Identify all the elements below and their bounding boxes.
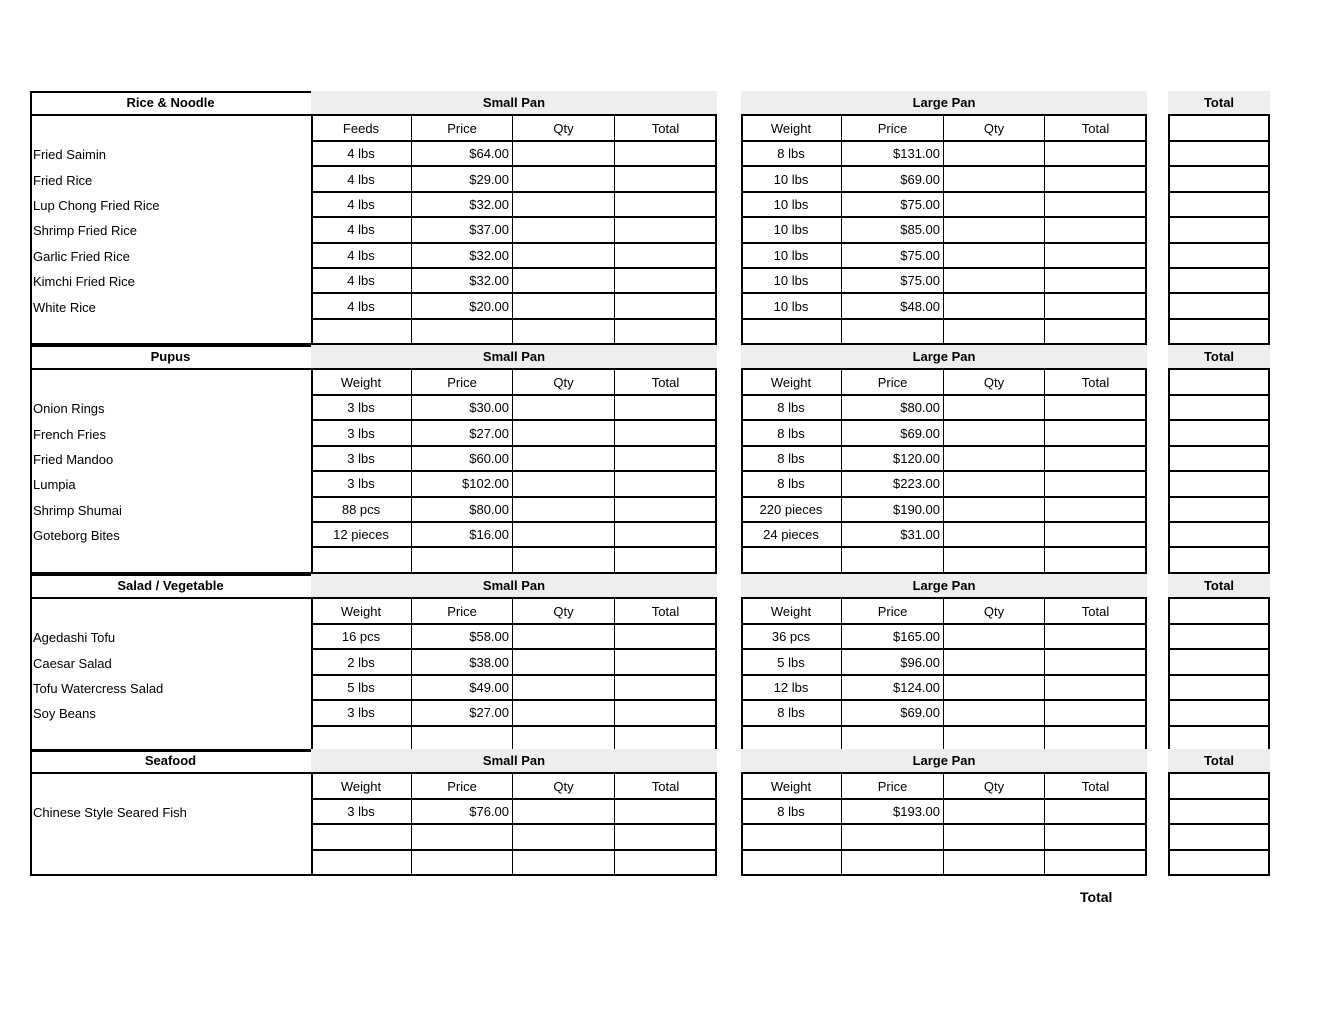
large-pan-qty-field[interactable]	[944, 851, 1045, 876]
small-pan-column-header: Total	[615, 116, 717, 142]
small-pan-amount: 3 lbs	[311, 472, 412, 497]
menu-item-name: White Rice	[33, 299, 96, 315]
small-pan-column-header: Qty	[513, 774, 615, 800]
large-pan-amount: 10 lbs	[741, 269, 842, 294]
large-pan-total-field[interactable]	[1045, 294, 1147, 319]
small-pan-qty-field[interactable]	[513, 676, 615, 701]
large-pan-price: $190.00	[842, 498, 944, 523]
small-pan-price: $58.00	[412, 625, 513, 650]
large-pan-total-field[interactable]	[1045, 625, 1147, 650]
small-pan-price	[412, 548, 513, 573]
large-pan-price: $75.00	[842, 269, 944, 294]
small-pan-qty-field[interactable]	[513, 421, 615, 446]
large-pan-amount: 8 lbs	[741, 396, 842, 421]
row-total-field[interactable]	[1168, 701, 1270, 726]
total-header: Total	[1168, 749, 1270, 774]
row-total-field[interactable]	[1168, 800, 1270, 825]
small-pan-amount: 5 lbs	[311, 676, 412, 701]
small-pan-total-field[interactable]	[615, 269, 717, 294]
small-pan-qty-field[interactable]	[513, 320, 615, 345]
section-title: Salad / Vegetable	[30, 574, 311, 599]
row-total-field[interactable]	[1168, 294, 1270, 319]
large-pan-column-header: Qty	[944, 370, 1045, 396]
large-pan-qty-field[interactable]	[944, 472, 1045, 497]
large-pan-total-field[interactable]	[1045, 447, 1147, 472]
small-pan-header: Small Pan	[311, 749, 717, 774]
total-header: Total	[1168, 574, 1270, 599]
large-pan-qty-field[interactable]	[944, 676, 1045, 701]
large-pan-qty-field[interactable]	[944, 218, 1045, 243]
row-total-field[interactable]	[1168, 650, 1270, 675]
small-pan-price: $49.00	[412, 676, 513, 701]
menu-item-name: Agedashi Tofu	[33, 630, 116, 646]
large-pan-total-field[interactable]	[1045, 218, 1147, 243]
small-pan-header: Small Pan	[311, 91, 717, 116]
small-pan-price: $29.00	[412, 167, 513, 192]
menu-item-name: Fried Mandoo	[33, 451, 114, 467]
total-column-blank	[1168, 599, 1270, 625]
large-pan-qty-field[interactable]	[944, 396, 1045, 421]
small-pan-price: $27.00	[412, 701, 513, 726]
small-pan-price: $32.00	[412, 193, 513, 218]
large-pan-total-field[interactable]	[1045, 701, 1147, 726]
row-total-field[interactable]	[1168, 676, 1270, 701]
large-pan-price: $80.00	[842, 396, 944, 421]
large-pan-amount: 10 lbs	[741, 244, 842, 269]
small-pan-total-field[interactable]	[615, 676, 717, 701]
small-pan-price: $64.00	[412, 142, 513, 167]
large-pan-amount: 10 lbs	[741, 294, 842, 319]
small-pan-column-header: Weight	[311, 774, 412, 800]
small-pan-price: $80.00	[412, 498, 513, 523]
small-pan-qty-field[interactable]	[513, 193, 615, 218]
total-column-blank	[1168, 116, 1270, 142]
row-total-field[interactable]	[1168, 218, 1270, 243]
small-pan-amount: 4 lbs	[311, 142, 412, 167]
small-pan-amount: 3 lbs	[311, 447, 412, 472]
small-pan-price	[412, 825, 513, 850]
small-pan-qty-field[interactable]	[513, 472, 615, 497]
menu-item-name: Onion Rings	[33, 401, 105, 417]
small-pan-column-header: Price	[412, 370, 513, 396]
small-pan-qty-field[interactable]	[513, 498, 615, 523]
large-pan-price: $131.00	[842, 142, 944, 167]
large-pan-qty-field[interactable]	[944, 320, 1045, 345]
large-pan-amount: 8 lbs	[741, 472, 842, 497]
small-pan-total-field[interactable]	[615, 851, 717, 876]
large-pan-header: Large Pan	[741, 91, 1147, 116]
small-pan-qty-field[interactable]	[513, 244, 615, 269]
small-pan-qty-field[interactable]	[513, 447, 615, 472]
small-pan-amount: 12 pieces	[311, 523, 412, 548]
total-header: Total	[1168, 345, 1270, 370]
large-pan-total-field[interactable]	[1045, 421, 1147, 446]
small-pan-price: $16.00	[412, 523, 513, 548]
large-pan-total-field[interactable]	[1045, 167, 1147, 192]
small-pan-total-field[interactable]	[615, 825, 717, 850]
small-pan-header: Small Pan	[311, 574, 717, 599]
menu-item-name: Kimchi Fried Rice	[33, 274, 135, 290]
large-pan-price: $124.00	[842, 676, 944, 701]
row-total-field[interactable]	[1168, 548, 1270, 573]
menu-item-name: Fried Saimin	[33, 147, 106, 163]
small-pan-total-field[interactable]	[615, 244, 717, 269]
menu-item-name: Soy Beans	[33, 706, 96, 722]
large-pan-price: $48.00	[842, 294, 944, 319]
row-total-field[interactable]	[1168, 523, 1270, 548]
large-pan-amount	[741, 825, 842, 850]
large-pan-price: $31.00	[842, 523, 944, 548]
row-total-field[interactable]	[1168, 396, 1270, 421]
row-total-field[interactable]	[1168, 851, 1270, 876]
large-pan-column-header: Qty	[944, 774, 1045, 800]
large-pan-amount: 8 lbs	[741, 142, 842, 167]
large-pan-column-header: Qty	[944, 116, 1045, 142]
small-pan-total-field[interactable]	[615, 396, 717, 421]
small-pan-column-header: Total	[615, 774, 717, 800]
small-pan-qty-field[interactable]	[513, 523, 615, 548]
large-pan-column-header: Weight	[741, 116, 842, 142]
large-pan-qty-field[interactable]	[944, 498, 1045, 523]
large-pan-total-field[interactable]	[1045, 244, 1147, 269]
small-pan-column-header: Price	[412, 774, 513, 800]
menu-item-name: Tofu Watercress Salad	[33, 680, 164, 696]
small-pan-amount	[311, 320, 412, 345]
section-title: Pupus	[30, 345, 311, 370]
menu-item-name: Fried Rice	[33, 172, 93, 188]
small-pan-price: $102.00	[412, 472, 513, 497]
small-pan-qty-field[interactable]	[513, 800, 615, 825]
small-pan-total-field[interactable]	[615, 142, 717, 167]
large-pan-amount: 12 lbs	[741, 676, 842, 701]
small-pan-amount	[311, 851, 412, 876]
small-pan-total-field[interactable]	[615, 193, 717, 218]
large-pan-qty-field[interactable]	[944, 825, 1045, 850]
small-pan-qty-field[interactable]	[513, 548, 615, 573]
large-pan-column-header: Price	[842, 774, 944, 800]
large-pan-column-header: Price	[842, 116, 944, 142]
small-pan-total-field[interactable]	[615, 650, 717, 675]
large-pan-price	[842, 851, 944, 876]
small-pan-total-field[interactable]	[615, 548, 717, 573]
small-pan-column-header: Qty	[513, 599, 615, 625]
large-pan-price: $85.00	[842, 218, 944, 243]
large-pan-column-header: Qty	[944, 599, 1045, 625]
small-pan-total-field[interactable]	[615, 447, 717, 472]
row-total-field[interactable]	[1168, 447, 1270, 472]
large-pan-amount: 24 pieces	[741, 523, 842, 548]
large-pan-total-field[interactable]	[1045, 498, 1147, 523]
large-pan-amount: 10 lbs	[741, 193, 842, 218]
small-pan-price	[412, 320, 513, 345]
large-pan-total-field[interactable]	[1045, 193, 1147, 218]
small-pan-total-field[interactable]	[615, 800, 717, 825]
small-pan-total-field[interactable]	[615, 294, 717, 319]
small-pan-total-field[interactable]	[615, 218, 717, 243]
small-pan-qty-field[interactable]	[513, 650, 615, 675]
menu-item-name: Shrimp Fried Rice	[33, 223, 138, 239]
small-pan-column-header: Qty	[513, 116, 615, 142]
large-pan-price: $165.00	[842, 625, 944, 650]
large-pan-column-header: Weight	[741, 370, 842, 396]
row-total-field[interactable]	[1168, 421, 1270, 446]
large-pan-column-header: Total	[1045, 116, 1147, 142]
large-pan-column-header: Total	[1045, 774, 1147, 800]
small-pan-total-field[interactable]	[615, 472, 717, 497]
large-pan-qty-field[interactable]	[944, 167, 1045, 192]
large-pan-total-field[interactable]	[1045, 523, 1147, 548]
small-pan-price: $27.00	[412, 421, 513, 446]
large-pan-amount: 8 lbs	[741, 421, 842, 446]
small-pan-price: $37.00	[412, 218, 513, 243]
large-pan-price	[842, 320, 944, 345]
small-pan-amount: 4 lbs	[311, 269, 412, 294]
large-pan-amount: 10 lbs	[741, 167, 842, 192]
small-pan-qty-field[interactable]	[513, 142, 615, 167]
large-pan-qty-field[interactable]	[944, 650, 1045, 675]
large-pan-total-field[interactable]	[1045, 650, 1147, 675]
small-pan-column-header: Feeds	[311, 116, 412, 142]
small-pan-qty-field[interactable]	[513, 396, 615, 421]
large-pan-qty-field[interactable]	[944, 800, 1045, 825]
small-pan-column-header: Qty	[513, 370, 615, 396]
menu-item-name: Chinese Style Seared Fish	[33, 805, 187, 821]
large-pan-qty-field[interactable]	[944, 294, 1045, 319]
small-pan-total-field[interactable]	[615, 625, 717, 650]
small-pan-qty-field[interactable]	[513, 825, 615, 850]
large-pan-qty-field[interactable]	[944, 447, 1045, 472]
large-pan-qty-field[interactable]	[944, 701, 1045, 726]
small-pan-total-field[interactable]	[615, 498, 717, 523]
small-pan-amount	[311, 825, 412, 850]
large-pan-price: $223.00	[842, 472, 944, 497]
large-pan-total-field[interactable]	[1045, 851, 1147, 876]
small-pan-column-header: Weight	[311, 599, 412, 625]
large-pan-amount: 36 pcs	[741, 625, 842, 650]
large-pan-total-field[interactable]	[1045, 142, 1147, 167]
large-pan-amount: 8 lbs	[741, 447, 842, 472]
menu-item-name: Garlic Fried Rice	[33, 248, 130, 264]
large-pan-total-field[interactable]	[1045, 676, 1147, 701]
small-pan-amount: 4 lbs	[311, 294, 412, 319]
small-pan-amount: 3 lbs	[311, 800, 412, 825]
menu-item-name: Goteborg Bites	[33, 528, 120, 544]
large-pan-column-header: Total	[1045, 599, 1147, 625]
small-pan-price	[412, 851, 513, 876]
total-header: Total	[1168, 91, 1270, 116]
row-total-field[interactable]	[1168, 472, 1270, 497]
large-pan-total-field[interactable]	[1045, 825, 1147, 850]
section-title: Seafood	[30, 749, 311, 774]
grand-total-label: Total	[1080, 889, 1113, 905]
large-pan-header: Large Pan	[741, 749, 1147, 774]
large-pan-amount: 10 lbs	[741, 218, 842, 243]
large-pan-qty-field[interactable]	[944, 625, 1045, 650]
large-pan-amount	[741, 851, 842, 876]
small-pan-price: $30.00	[412, 396, 513, 421]
row-total-field[interactable]	[1168, 498, 1270, 523]
large-pan-price: $69.00	[842, 167, 944, 192]
small-pan-amount: 4 lbs	[311, 218, 412, 243]
row-total-field[interactable]	[1168, 825, 1270, 850]
large-pan-column-header: Weight	[741, 774, 842, 800]
small-pan-column-header: Total	[615, 370, 717, 396]
row-total-field[interactable]	[1168, 269, 1270, 294]
large-pan-amount: 5 lbs	[741, 650, 842, 675]
section-title: Rice & Noodle	[30, 91, 311, 116]
row-total-field[interactable]	[1168, 142, 1270, 167]
large-pan-total-field[interactable]	[1045, 800, 1147, 825]
small-pan-qty-field[interactable]	[513, 218, 615, 243]
small-pan-qty-field[interactable]	[513, 269, 615, 294]
large-pan-total-field[interactable]	[1045, 472, 1147, 497]
large-pan-total-field[interactable]	[1045, 548, 1147, 573]
large-pan-price: $69.00	[842, 701, 944, 726]
large-pan-amount	[741, 548, 842, 573]
small-pan-qty-field[interactable]	[513, 167, 615, 192]
large-pan-column-header: Total	[1045, 370, 1147, 396]
large-pan-qty-field[interactable]	[944, 142, 1045, 167]
small-pan-qty-field[interactable]	[513, 851, 615, 876]
large-pan-total-field[interactable]	[1045, 396, 1147, 421]
menu-item-name: Caesar Salad	[33, 655, 112, 671]
total-column-blank	[1168, 370, 1270, 396]
large-pan-header: Large Pan	[741, 345, 1147, 370]
small-pan-price: $38.00	[412, 650, 513, 675]
row-total-field[interactable]	[1168, 320, 1270, 345]
total-column-blank	[1168, 774, 1270, 800]
row-total-field[interactable]	[1168, 625, 1270, 650]
large-pan-column-header: Price	[842, 370, 944, 396]
large-pan-price: $96.00	[842, 650, 944, 675]
large-pan-price: $75.00	[842, 193, 944, 218]
small-pan-column-header: Weight	[311, 370, 412, 396]
large-pan-qty-field[interactable]	[944, 421, 1045, 446]
small-pan-amount: 3 lbs	[311, 396, 412, 421]
menu-item-name: French Fries	[33, 426, 106, 442]
small-pan-price: $60.00	[412, 447, 513, 472]
small-pan-amount: 16 pcs	[311, 625, 412, 650]
large-pan-qty-field[interactable]	[944, 269, 1045, 294]
small-pan-price: $76.00	[412, 800, 513, 825]
small-pan-amount: 2 lbs	[311, 650, 412, 675]
small-pan-qty-field[interactable]	[513, 294, 615, 319]
small-pan-total-field[interactable]	[615, 701, 717, 726]
menu-item-name: Shrimp Shumai	[33, 502, 122, 518]
small-pan-total-field[interactable]	[615, 167, 717, 192]
large-pan-total-field[interactable]	[1045, 269, 1147, 294]
large-pan-price	[842, 548, 944, 573]
row-total-field[interactable]	[1168, 167, 1270, 192]
small-pan-amount: 88 pcs	[311, 498, 412, 523]
small-pan-amount: 3 lbs	[311, 421, 412, 446]
small-pan-column-header: Total	[615, 599, 717, 625]
large-pan-amount	[741, 320, 842, 345]
small-pan-qty-field[interactable]	[513, 701, 615, 726]
small-pan-price: $32.00	[412, 269, 513, 294]
row-total-field[interactable]	[1168, 193, 1270, 218]
large-pan-amount: 220 pieces	[741, 498, 842, 523]
large-pan-amount: 8 lbs	[741, 701, 842, 726]
small-pan-amount: 4 lbs	[311, 167, 412, 192]
small-pan-total-field[interactable]	[615, 320, 717, 345]
menu-item-name: Lup Chong Fried Rice	[33, 197, 160, 213]
small-pan-header: Small Pan	[311, 345, 717, 370]
large-pan-amount: 8 lbs	[741, 800, 842, 825]
large-pan-qty-field[interactable]	[944, 193, 1045, 218]
small-pan-total-field[interactable]	[615, 421, 717, 446]
large-pan-qty-field[interactable]	[944, 548, 1045, 573]
small-pan-amount: 4 lbs	[311, 193, 412, 218]
large-pan-column-header: Weight	[741, 599, 842, 625]
large-pan-qty-field[interactable]	[944, 523, 1045, 548]
small-pan-qty-field[interactable]	[513, 625, 615, 650]
large-pan-price: $193.00	[842, 800, 944, 825]
small-pan-total-field[interactable]	[615, 523, 717, 548]
large-pan-price: $120.00	[842, 447, 944, 472]
large-pan-total-field[interactable]	[1045, 320, 1147, 345]
large-pan-price: $69.00	[842, 421, 944, 446]
large-pan-price: $75.00	[842, 244, 944, 269]
row-total-field[interactable]	[1168, 244, 1270, 269]
large-pan-price	[842, 825, 944, 850]
large-pan-header: Large Pan	[741, 574, 1147, 599]
small-pan-column-header: Price	[412, 599, 513, 625]
small-pan-price: $32.00	[412, 244, 513, 269]
small-pan-amount: 4 lbs	[311, 244, 412, 269]
menu-item-name: Lumpia	[33, 477, 76, 493]
small-pan-price: $20.00	[412, 294, 513, 319]
small-pan-amount	[311, 548, 412, 573]
large-pan-column-header: Price	[842, 599, 944, 625]
small-pan-amount: 3 lbs	[311, 701, 412, 726]
large-pan-qty-field[interactable]	[944, 244, 1045, 269]
small-pan-column-header: Price	[412, 116, 513, 142]
